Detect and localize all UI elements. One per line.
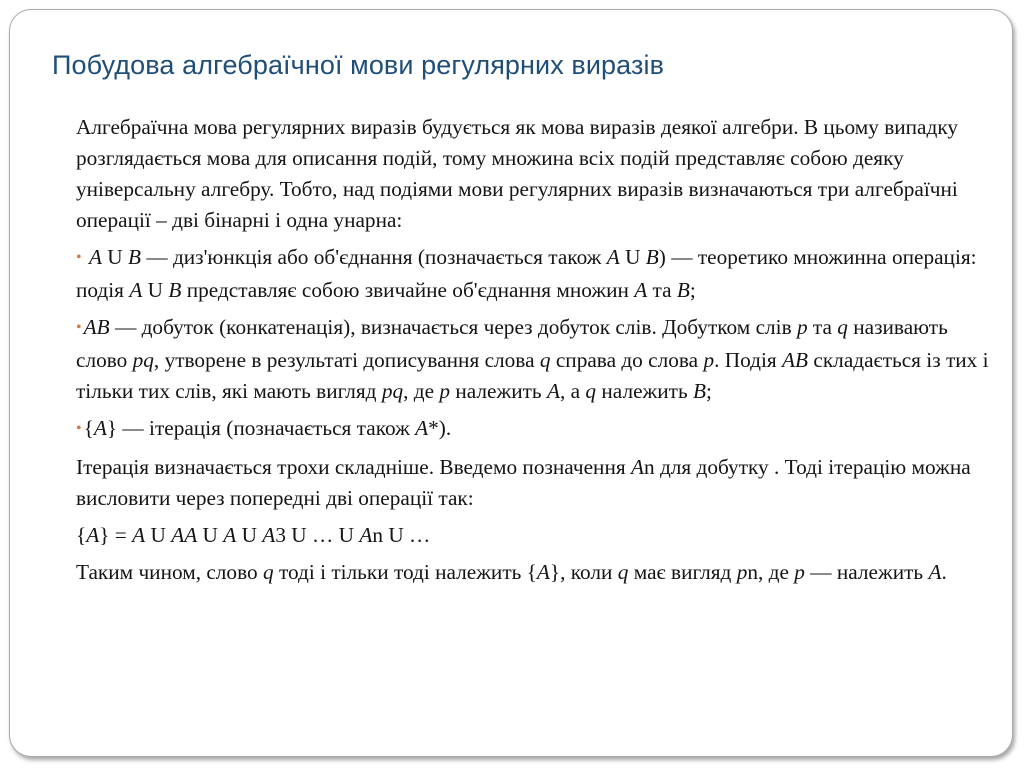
iteration-formula: {A} = A U AA U A U A3 U … U An U …: [76, 523, 431, 547]
bullet-union: • A U B — диз'юнкція або об'єднання (позначається також A U B) — теоретико множинна операція: подія A U B представляє собою звичайне об'єднання множин A та B;: [76, 245, 977, 302]
bullet-icon: •: [76, 249, 82, 266]
slide-title: Побудова алгебраїчної мови регулярних виразів: [52, 50, 665, 80]
bullet-product: •AB — добуток (конкатенація), визначається через добуток слів. Добутком слів p та q називають слово pq, утворене в результаті дописування слова q справа до слова p. Подія AB складається із тих і тільки тих слів, які мають вигляд pq, де p належить A, а q належить B;: [76, 315, 989, 403]
conclusion-paragraph: Таким чином, слово q тоді і тільки тоді належить {A}, коли q має вигляд pn, де p — належить A.: [76, 560, 947, 584]
bullet-icon: •: [76, 420, 82, 437]
iteration-paragraph: Ітерація визначається трохи складніше. Введемо позначення An для добутку . Тоді ітерацію можна висловити через попередні дві операції так:: [76, 455, 971, 510]
bullet-iteration: •{A} — ітерація (позначається також A*).: [76, 416, 452, 440]
slide-frame: [9, 9, 1013, 757]
slide-body: [76, 112, 1001, 588]
bullet-icon: •: [76, 319, 82, 336]
intro-paragraph: Алгебраїчна мова регулярних виразів будується як мова виразів деякої алгебри. В цьому випадку розглядається мова для описання подій, тому множина всіх подій представляє собою деяку універсальну алгебру. Тобто, над подіями мови регулярних виразів визначаються три алгебраїчні операції – дві бінарні і одна унарна:: [76, 115, 959, 232]
